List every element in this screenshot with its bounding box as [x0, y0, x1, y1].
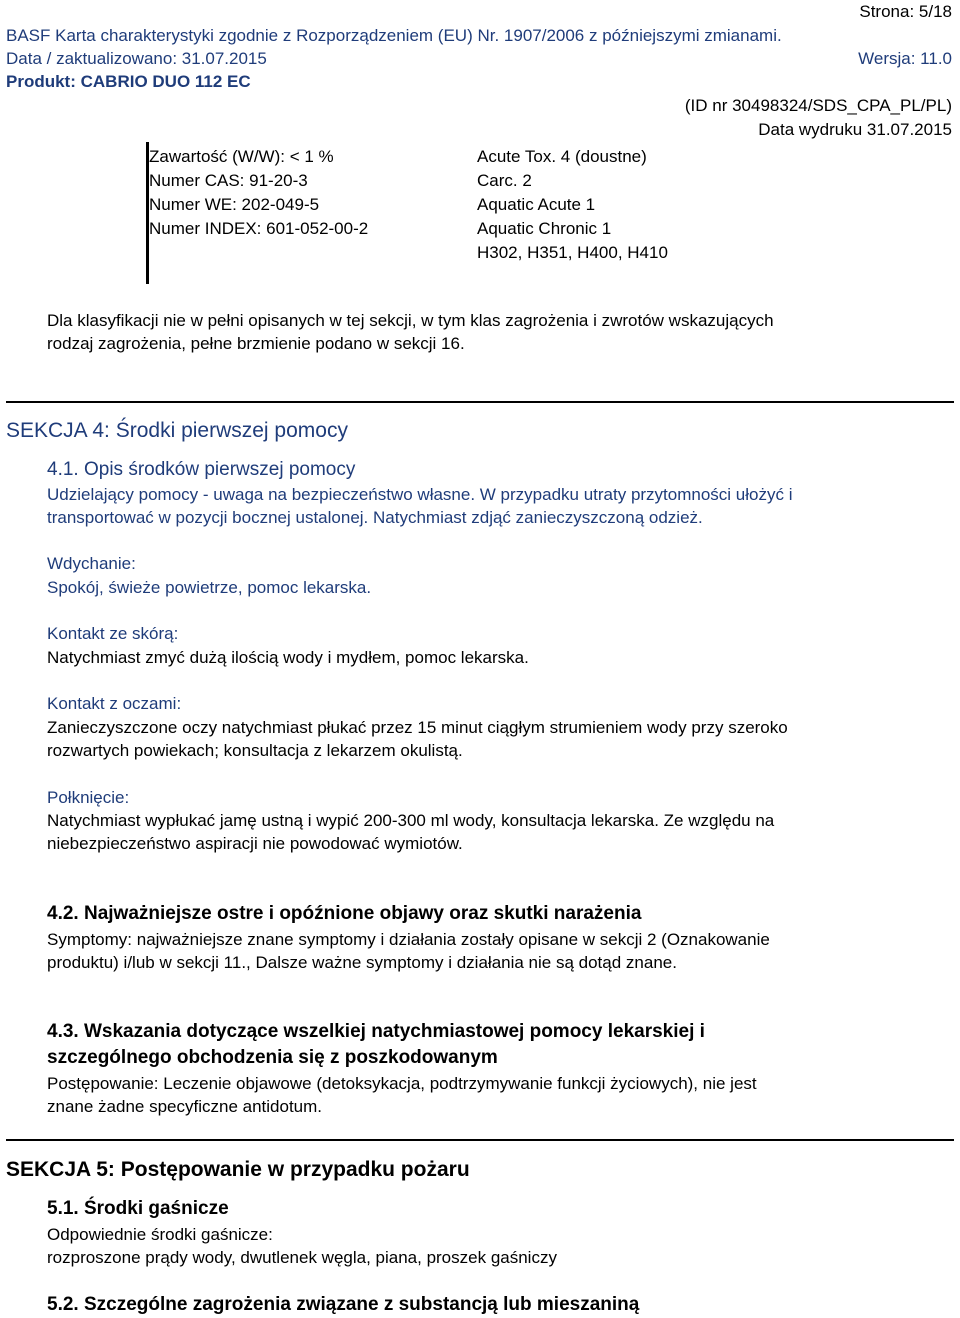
s42-line2: produktu) i/lub w sekcji 11., Dalsze ważne symptomy i działania nie są dotąd znane. — [47, 953, 677, 972]
print-date: Data wydruku 31.07.2015 — [758, 120, 952, 139]
classification-item: Carc. 2 — [477, 171, 532, 190]
eye-contact-label: Kontakt z oczami: — [47, 694, 182, 713]
cas-number: Numer CAS: 91-20-3 — [149, 171, 308, 190]
eye-contact-text1: Zanieczyszczone oczy natychmiast płukać przez 15 minut ciągłym strumieniem wody przy szeroko — [47, 718, 788, 737]
inhalation-label: Wdychanie: — [47, 554, 136, 573]
product-name: Produkt: CABRIO DUO 112 EC — [6, 72, 251, 91]
extinguishing-media-label: Odpowiednie środki gaśnicze: — [47, 1225, 273, 1244]
classification-item: Acute Tox. 4 (doustne) — [477, 147, 647, 166]
section42-title: 4.2. Najważniejsze ostre i opóźnione objawy oraz skutki narażenia — [47, 903, 642, 924]
section-divider — [6, 1139, 954, 1141]
s43-line1: Postępowanie: Leczenie objawowe (detoksykacja, podtrzymywanie funkcji życiowych), nie jest — [47, 1074, 757, 1093]
skin-contact-text: Natychmiast zmyć dużą ilością wody i mydłem, pomoc lekarska. — [47, 648, 529, 667]
section5-title: SEKCJA 5: Postępowanie w przypadku pożaru — [6, 1158, 470, 1181]
document-title: BASF Karta charakterystyki zgodnie z Rozporządzeniem (EU) Nr. 1907/2006 z późniejszymi zmianami. — [6, 26, 782, 45]
ingestion-text2: niebezpieczeństwo aspiracji nie powodować wymiotów. — [47, 834, 463, 853]
s41-line1: Udzielający pomocy - uwaga na bezpieczeństwo własne. W przypadku utraty przytomności ułożyć i — [47, 485, 793, 504]
ec-number: Numer WE: 202-049-5 — [149, 195, 320, 214]
ingestion-text1: Natychmiast wypłukać jamę ustną i wypić 200-300 ml wody, konsultacja lekarska. Ze względu na — [47, 811, 775, 830]
s43-line2: znane żadne specyficzne antidotum. — [47, 1097, 323, 1116]
section-divider — [6, 401, 954, 403]
document-id: (ID nr 30498324/SDS_CPA_PL/PL) — [684, 96, 952, 115]
classification-item: Aquatic Acute 1 — [477, 195, 596, 214]
update-date: Data / zaktualizowano: 31.07.2015 — [6, 49, 267, 68]
classification-item: Aquatic Chronic 1 — [477, 219, 612, 238]
section51-title: 5.1. Środki gaśnicze — [47, 1198, 229, 1219]
index-number: Numer INDEX: 601-052-00-2 — [149, 219, 369, 238]
version: Wersja: 11.0 — [858, 49, 952, 68]
s41-line2: transportować w pozycji bocznej ustalonej. Natychmiast zdjąć zanieczyszczoną odzież. — [47, 508, 703, 527]
s42-line1: Symptomy: najważniejsze znane symptomy i działania zostały opisane w sekcji 2 (Oznakowanie — [47, 930, 770, 949]
ingestion-label: Połknięcie: — [47, 788, 130, 807]
classification-note-line2: rodzaj zagrożenia, pełne brzmienie podano w sekcji 16. — [47, 334, 465, 353]
section43-title2: szczególnego obchodzenia się z poszkodowanym — [47, 1047, 498, 1068]
inhalation-text: Spokój, świeże powietrze, pomoc lekarska. — [47, 578, 372, 597]
hazard-statements: H302, H351, H400, H410 — [477, 243, 668, 262]
eye-contact-text2: rozwartych powiekach; konsultacja z lekarzem okulistą. — [47, 741, 463, 760]
section52-title: 5.2. Szczególne zagrożenia związane z substancją lub mieszaniną — [47, 1294, 640, 1315]
extinguishing-media-text: rozproszone prądy wody, dwutlenek węgla, piana, proszek gaśniczy — [47, 1248, 557, 1267]
skin-contact-label: Kontakt ze skórą: — [47, 624, 179, 643]
classification-note-line1: Dla klasyfikacji nie w pełni opisanych w tej sekcji, w tym klas zagrożenia i zwrotów wskazujących — [47, 311, 774, 330]
section41-title: 4.1. Opis środków pierwszej pomocy — [47, 459, 356, 480]
section43-title1: 4.3. Wskazania dotyczące wszelkiej natychmiastowej pomocy lekarskiej i — [47, 1021, 705, 1042]
page-number: Strona: 5/18 — [859, 2, 952, 21]
content-ww: Zawartość (W/W): < 1 % — [149, 147, 334, 166]
section4-title: SEKCJA 4: Środki pierwszej pomocy — [6, 419, 348, 442]
